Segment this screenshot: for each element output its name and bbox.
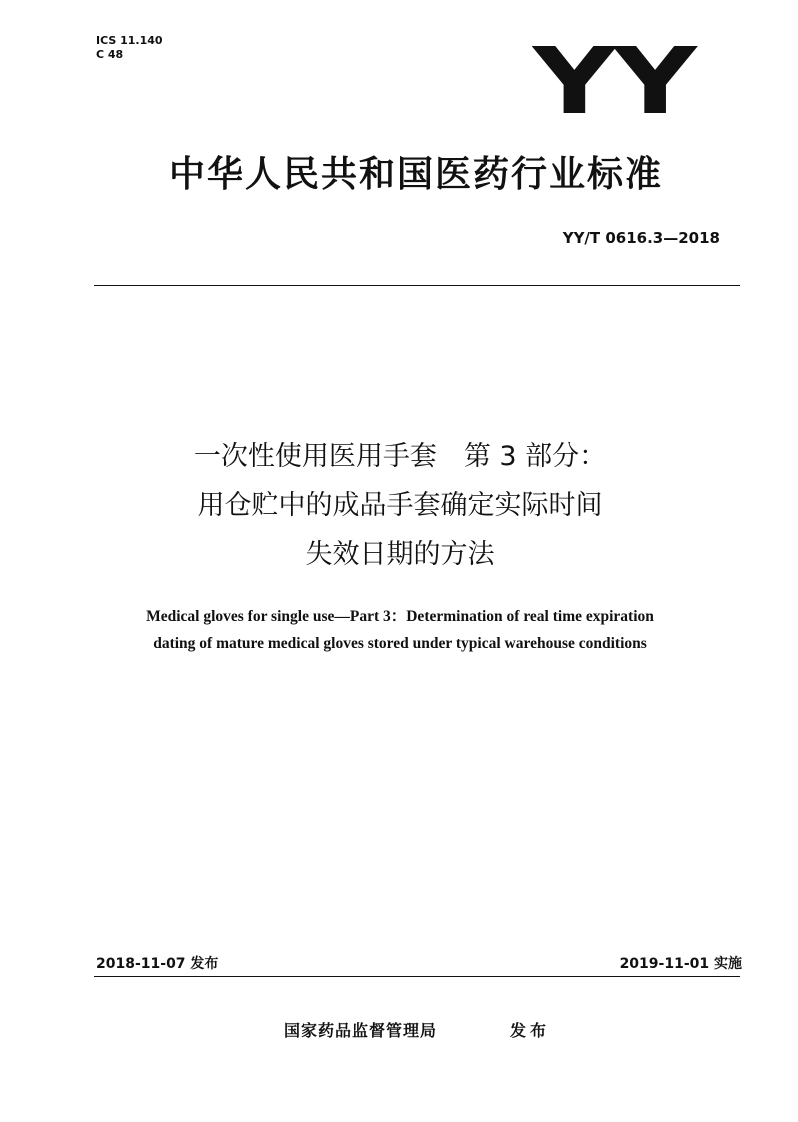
ccs-code: C 48 bbox=[96, 48, 124, 61]
top-divider bbox=[94, 285, 740, 286]
issuing-authority: 国家药品监督管理局 bbox=[284, 1021, 438, 1040]
implementation-date: 2019-11-01 实施 bbox=[619, 956, 742, 972]
issue-action: 发布 bbox=[510, 1021, 551, 1040]
english-title-line-1: Medical gloves for single use—Part 3：Determination of real time expiration bbox=[146, 608, 654, 625]
ics-code: ICS 11.140 bbox=[96, 34, 163, 47]
yy-logo: YY bbox=[532, 28, 694, 135]
chinese-title-line-1: 一次性使用医用手套 第 3 部分： bbox=[193, 441, 607, 472]
chinese-title bbox=[60, 432, 740, 579]
standard-number: YY/T 0616.3—2018 bbox=[562, 229, 720, 247]
chinese-title-line-2: 用仓贮中的成品手套确定实际时间 bbox=[197, 490, 603, 521]
english-title-line-2: dating of mature medical gloves stored under typical warehouse conditions bbox=[153, 635, 647, 652]
issue-date: 2018-11-07 发布 bbox=[96, 956, 219, 972]
chinese-title-line-3: 失效日期的方法 bbox=[305, 539, 495, 570]
bottom-divider bbox=[94, 976, 740, 977]
classification-codes bbox=[96, 34, 163, 62]
header-title: 中华人民共和国医药行业标准 bbox=[168, 154, 663, 195]
english-title bbox=[60, 603, 740, 657]
